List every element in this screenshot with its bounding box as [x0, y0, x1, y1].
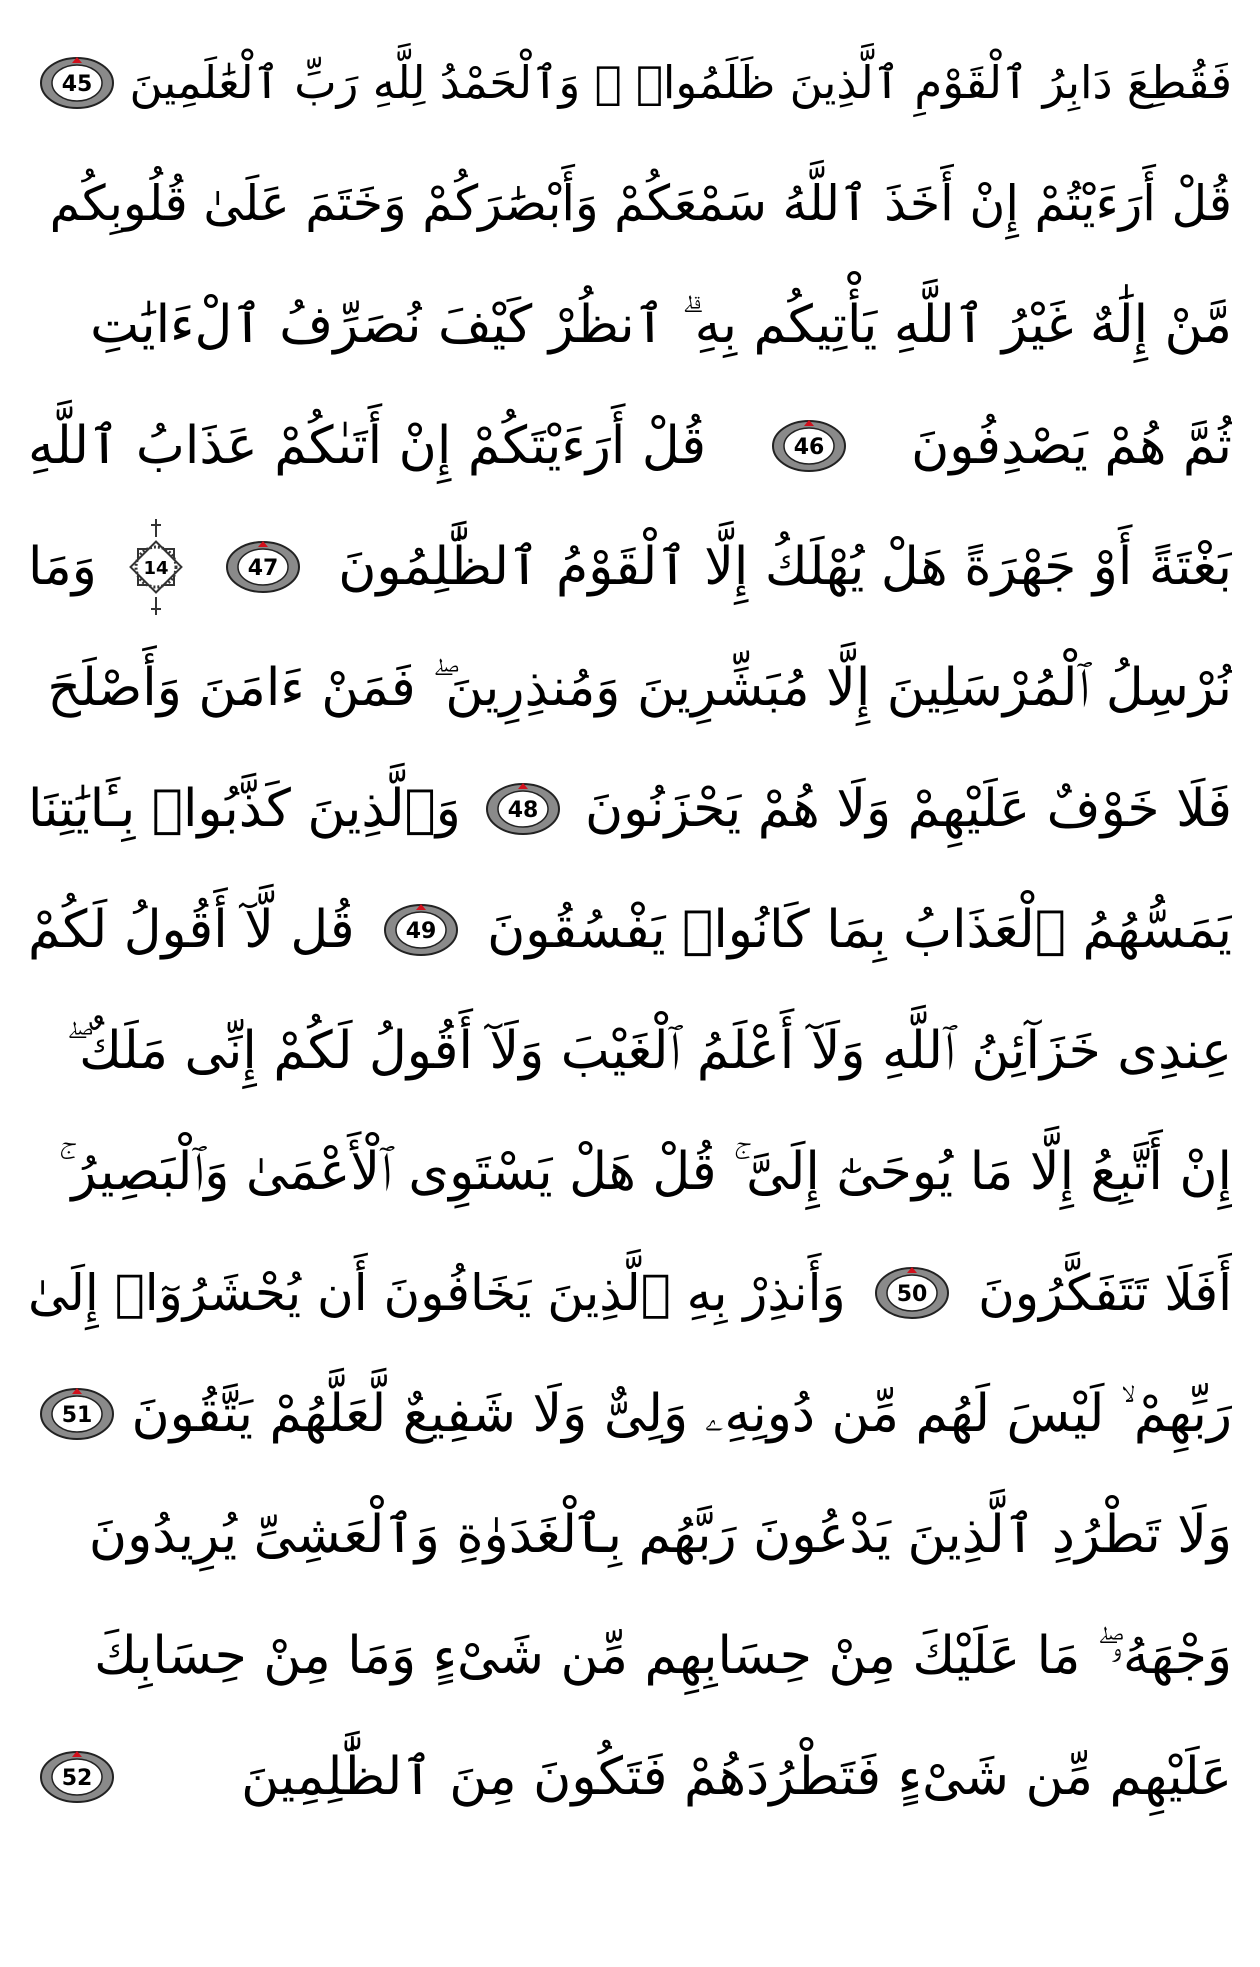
verse-text: نُرْسِلُ ٱلْمُرْسَلِينَ إِلَّا مُبَشِّرِينَ وَمُنذِرِينَ ۖ فَمَنْ ءَامَنَ وَأَصْلَحَ [47, 657, 1232, 718]
verse-text: يَمَسُّهُمُ ٱلْعَذَابُ بِمَا كَانُوا۟ يَفْسُقُونَ [487, 899, 1232, 960]
verse-line [28, 1353, 1232, 1474]
ayah-number: 48 [507, 797, 539, 823]
verse-text: فَقُطِعَ دَابِرُ ٱلْقَوْمِ ٱلَّذِينَ ظَلَمُوا۟ ۚ وَٱلْحَمْدُ لِلَّهِ رَبِّ ٱلْعَٰلَمِينَ [129, 56, 1232, 109]
verse-text: وَأَنذِرْ بِهِ ٱلَّذِينَ يَخَافُونَ أَن يُحْشَرُوٓا۟ إِلَىٰ [28, 1263, 846, 1322]
ayah-number: 46 [793, 434, 824, 460]
ayah-number-marker [484, 781, 562, 837]
verse-line [28, 1111, 1232, 1232]
verse-text: قُلْ أَرَءَيْتُمْ إِنْ أَخَذَ ٱللَّهُ سَمْعَكُمْ وَأَبْصَٰرَكُمْ وَخَتَمَ عَلَىٰ قُلُوبِكُم [49, 175, 1232, 232]
verse-text: قُل لَّآ أَقُولُ لَكُمْ [28, 899, 355, 960]
ayah-frame-icon [382, 902, 460, 958]
verse-text: وَٱلَّذِينَ كَذَّبُوا۟ بِـَٔايَٰتِنَا [28, 778, 461, 839]
ayah-frame-icon [224, 539, 302, 595]
verse-text: قُلْ أَرَءَيْتَكُمْ إِنْ أَتَىٰكُمْ عَذَابُ ٱللَّهِ [28, 415, 707, 476]
verse-line [28, 1716, 1232, 1837]
verse-text: أَفَلَا تَتَفَكَّرُونَ [978, 1263, 1232, 1322]
ayah-frame-icon [770, 418, 848, 474]
ayah-number-marker [770, 418, 848, 474]
ayah-frame-icon [38, 1749, 116, 1805]
ayah-frame-icon [873, 1265, 951, 1321]
ayah-number: 47 [248, 555, 279, 581]
ayah-number-marker [38, 1386, 116, 1442]
verse-text: ثُمَّ هُمْ يَصْدِفُونَ [911, 415, 1232, 476]
verse-text: إِنْ أَتَّبِعُ إِلَّا مَا يُوحَىٰٓ إِلَىَّ ۚ قُلْ هَلْ يَسْتَوِى ٱلْأَعْمَىٰ وَٱلْبَصِيرُ ۚ [58, 1141, 1232, 1202]
ayah-number-marker [38, 1749, 116, 1805]
verse-line [28, 1474, 1232, 1595]
verse-line [28, 869, 1232, 990]
hizb-number: 14 [143, 557, 169, 579]
verse-lines [28, 22, 1232, 1837]
ayah-number-marker [224, 539, 302, 595]
verse-line [28, 627, 1232, 748]
verse-text: فَلَا خَوْفٌ عَلَيْهِمْ وَلَا هُمْ يَحْزَنُونَ [584, 778, 1232, 839]
verse-text: عَلَيْهِم مِّن شَىْءٍ فَتَطْرُدَهُمْ فَتَكُونَ مِنَ ٱلظَّٰلِمِينَ [241, 1746, 1232, 1807]
verse-line [28, 1232, 1232, 1353]
ayah-number-marker [873, 1265, 951, 1321]
verse-line [28, 1595, 1232, 1716]
verse-text: عِندِى خَزَآئِنُ ٱللَّهِ وَلَآ أَعْلَمُ ٱلْغَيْبَ وَلَآ أَقُولُ لَكُمْ إِنِّى مَلَكٌ ۖ [66, 1020, 1232, 1081]
verse-line [28, 990, 1232, 1111]
verse-line [28, 143, 1232, 264]
ayah-frame-icon [484, 781, 562, 837]
ayah-number-marker [382, 902, 460, 958]
ayah-number: 51 [61, 1402, 93, 1428]
ayah-frame-icon [38, 1386, 116, 1442]
ayah-number: 52 [61, 1765, 93, 1791]
verse-line [28, 264, 1232, 385]
verse-text: وَلَا تَطْرُدِ ٱلَّذِينَ يَدْعُونَ رَبَّهُم بِٱلْغَدَوٰةِ وَٱلْعَشِىِّ يُرِيدُونَ [88, 1504, 1232, 1565]
verse-text: مَّنْ إِلَٰهٌ غَيْرُ ٱللَّهِ يَأْتِيكُم بِهِ ۗ ٱنظُرْ كَيْفَ نُصَرِّفُ ٱلْءَايَٰتِ [90, 294, 1232, 355]
verse-text: رَبِّهِمْ ۙ لَيْسَ لَهُم مِّن دُونِهِۦ وَلِىٌّ وَلَا شَفِيعٌ لَّعَلَّهُمْ يَتَّقُونَ [131, 1383, 1232, 1444]
ayah-frame-icon [38, 55, 116, 111]
ayah-number: 49 [405, 918, 437, 944]
verse-line [28, 748, 1232, 869]
rub-el-hizb-ornament-icon [129, 517, 183, 617]
verse-line [28, 506, 1232, 627]
verse-line [28, 385, 1232, 506]
ayah-number: 45 [61, 71, 93, 97]
ayah-number-marker [38, 55, 116, 111]
hizb-marker [129, 517, 183, 617]
verse-line [28, 22, 1232, 143]
verse-text: بَغْتَةً أَوْ جَهْرَةً هَلْ يُهْلَكُ إِلَّا ٱلْقَوْمُ ٱلظَّٰلِمُونَ [338, 536, 1232, 597]
verse-text: وَجْهَهُۥ ۖ مَا عَلَيْكَ مِنْ حِسَابِهِم مِّن شَىْءٍ وَمَا مِنْ حِسَابِكَ [94, 1625, 1232, 1686]
ayah-number: 50 [896, 1281, 928, 1307]
verse-text: وَمَا [28, 536, 97, 597]
